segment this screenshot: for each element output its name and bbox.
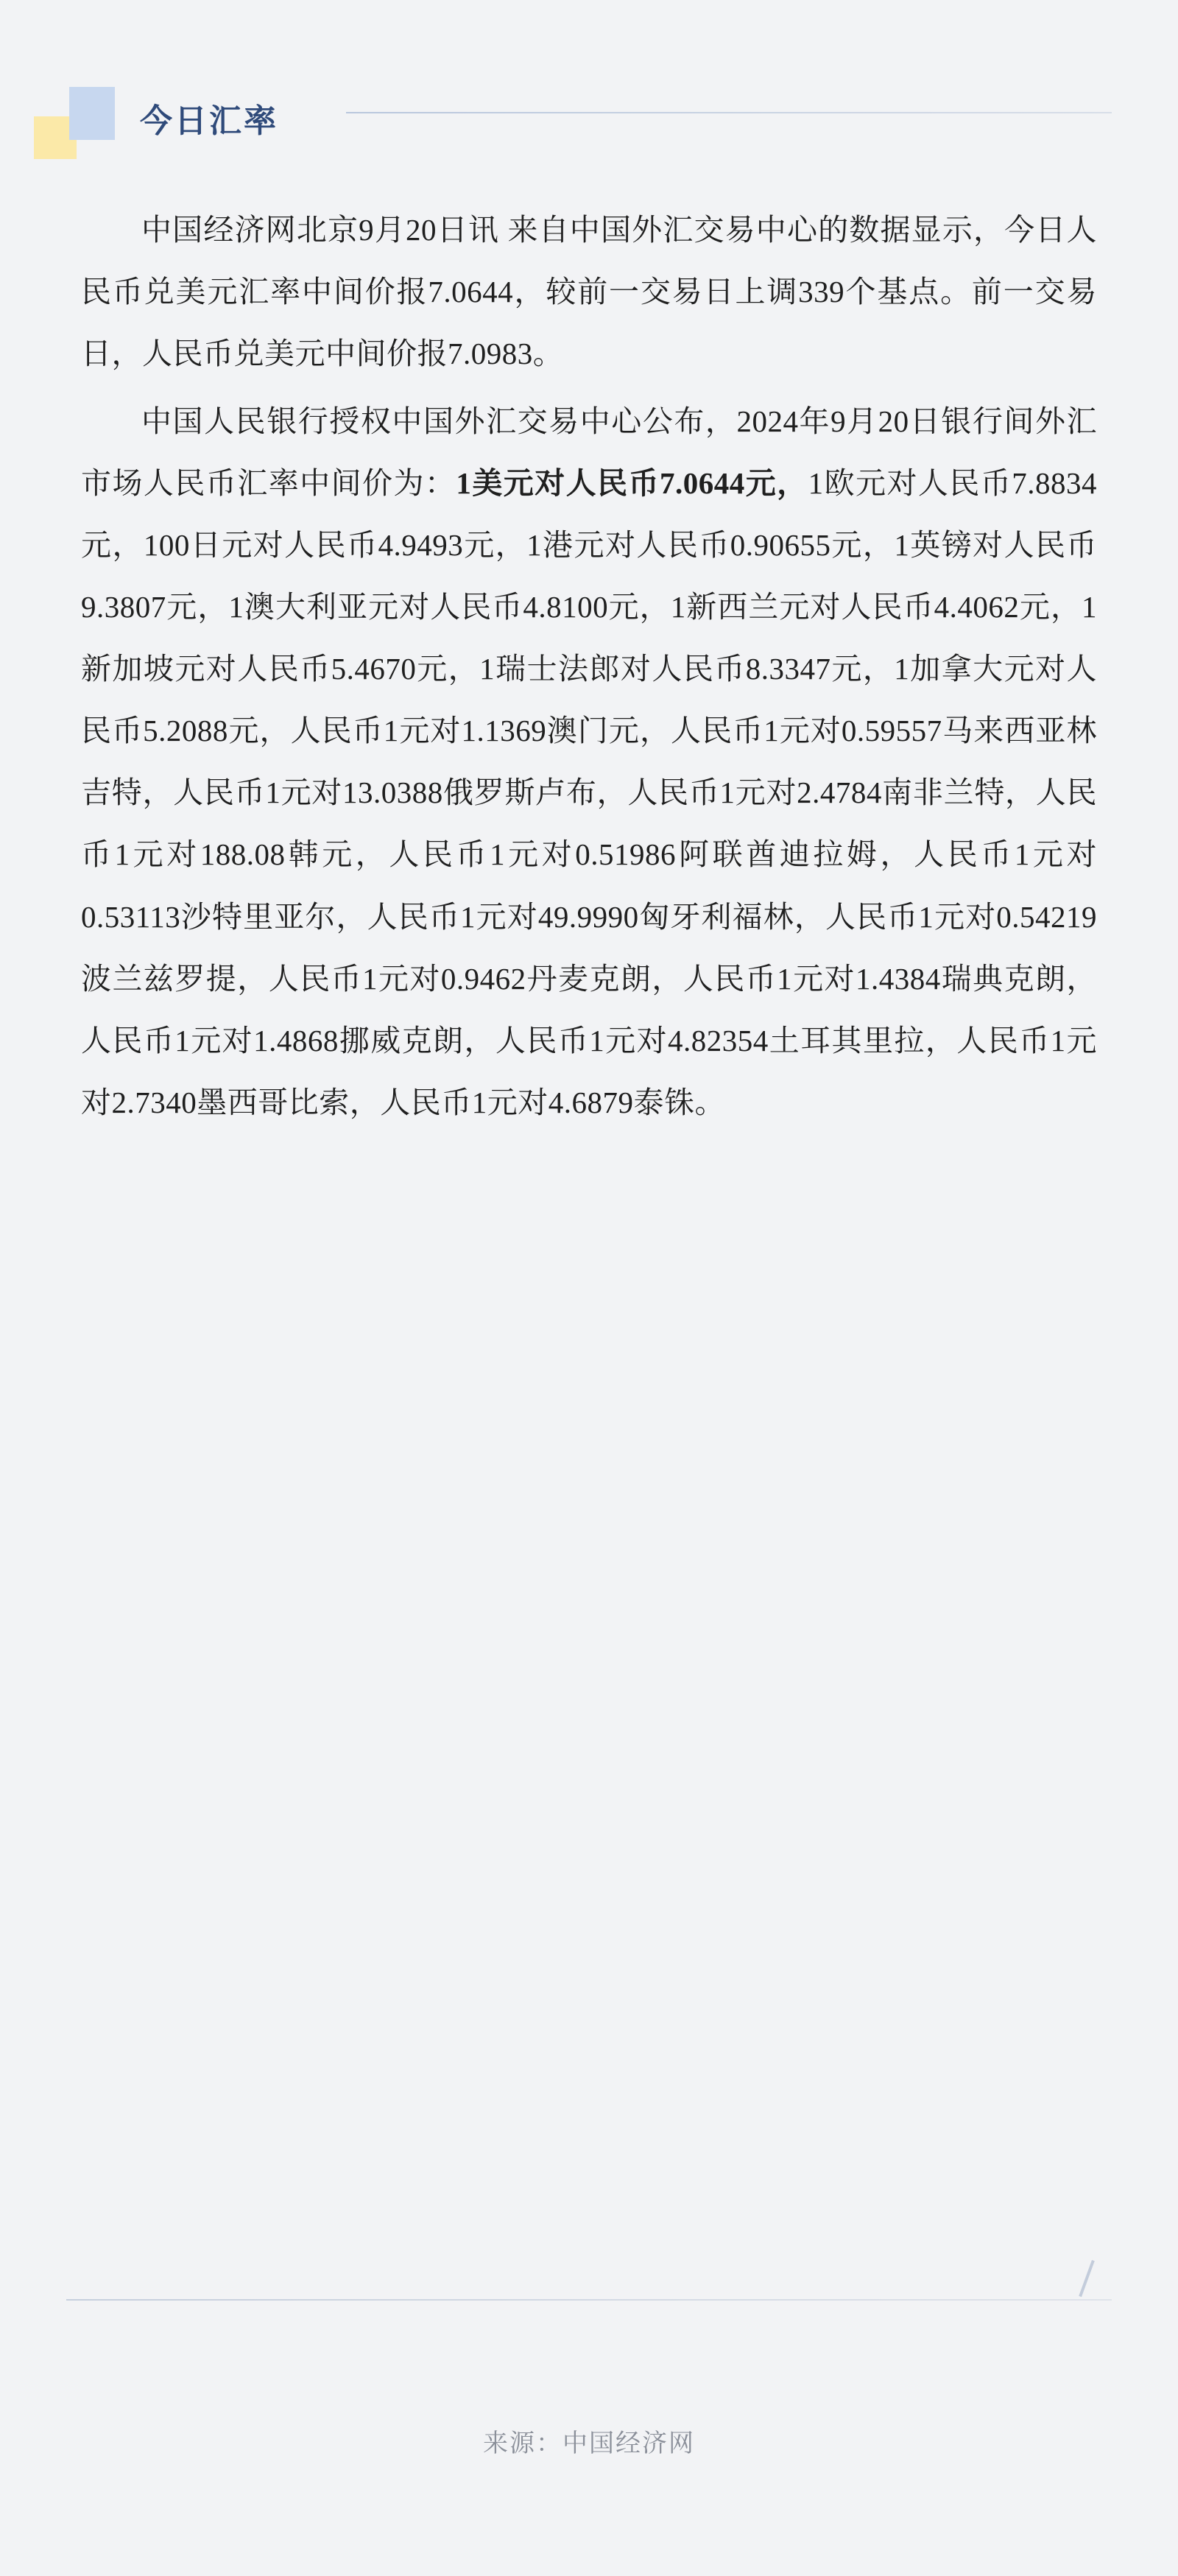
footer-divider xyxy=(66,2299,1112,2301)
article-paragraph-2 xyxy=(81,390,1097,1133)
article-body xyxy=(81,199,1097,1139)
source-label: 来源：中国经济网 xyxy=(483,2429,695,2457)
footer-slash-decor xyxy=(1079,2260,1095,2297)
blue-square-decor xyxy=(69,87,115,140)
page-header xyxy=(0,0,1178,184)
paragraph-2-intro: 中国人民银行授权中国外汇交易中心公布，2024年9月20日银行间外汇市场人民币汇率中间价为： xyxy=(81,404,1097,501)
paragraph-2-highlight: 1美元对人民币7.0644元， xyxy=(456,466,808,501)
paragraph-2-rest: 1欧元对人民币7.8834元，100日元对人民币4.9493元，1港元对人民币0.90655元，1英镑对人民币9.3807元，1澳大利亚元对人民币4.8100元，1新西兰元对人民币4.4062元，1新加坡元对人民币5.4670元，1瑞士法郎对人民币8.3347元，1加拿大元对人民币5.2088元，人民币1元对1.1369澳门元，人民币1元对0.59557马来西亚林吉特，人民币1元对13.0388俄罗斯卢布，人民币1元对2.4784南非兰特，人民币1元对188.08韩元，人民币1元对0.51986阿联酋迪拉姆，人民币1元对0.53113沙特里亚尔，人民币1元对49.9990匈牙利福林，人民币1元对0.54219波兰兹罗提，人民币1元对0.9462丹麦克朗，人民币1元对1.4384瑞典克朗，人民币1元对1.4868挪威克朗，人民币1元对4.82354土耳其里拉，人民币1元对2.7340墨西哥比索，人民币1元对4.6879泰铢。 xyxy=(81,466,1098,1119)
article-paragraph-1: 中国经济网北京9月20日讯 来自中国外汇交易中心的数据显示，今日人民币兑美元汇率中间价报7.0644，较前一交易日上调339个基点。前一交易日，人民币兑美元中间价报7.0983。 xyxy=(81,213,1097,371)
header-divider xyxy=(346,112,1112,113)
header-decoration xyxy=(34,81,122,162)
page-title: 今日汇率 xyxy=(140,103,278,139)
